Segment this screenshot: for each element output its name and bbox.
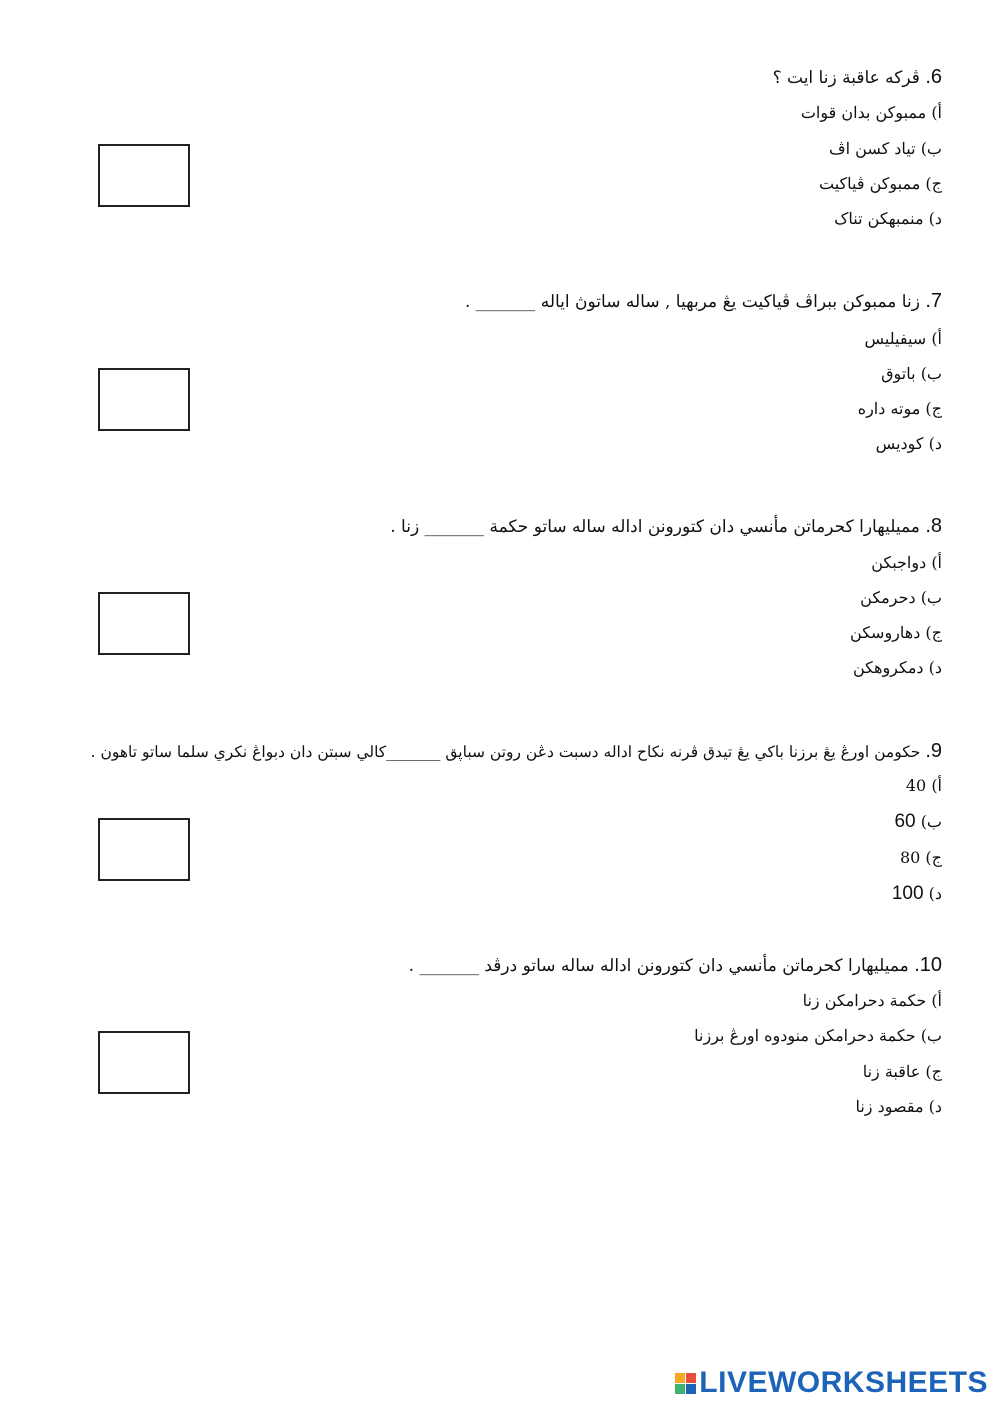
question-prompt: زنا ممبوکن ببراڤ ڤياکيت يڠ مربهيا , ساله ساتوڽ اياله _______ . xyxy=(465,292,920,312)
option-a xyxy=(865,328,942,350)
option-c xyxy=(850,622,942,644)
option-text: تياد کسن اڤ xyxy=(829,139,916,158)
option-text: منمبهکن تناک xyxy=(834,209,924,228)
option-text: ممبوکن ڤياکيت xyxy=(819,174,921,193)
question-number: 10 xyxy=(919,954,942,976)
option-letter: ب) xyxy=(920,1026,942,1045)
option-letter: أ) xyxy=(931,329,942,348)
question-text xyxy=(773,66,942,89)
option-text: دحرمکن xyxy=(860,588,916,607)
option-text: 100 xyxy=(891,883,924,904)
option-d xyxy=(876,433,942,455)
option-letter: د) xyxy=(928,434,942,453)
question-prompt: مميليهارا کحرماتن مأنسي دان کتورونن اداله ساله ساتو حکمة _______ زنا . xyxy=(390,517,920,537)
question-number-dot: . xyxy=(925,740,931,762)
option-letter: أ) xyxy=(931,776,942,795)
option-text: سيفيليس xyxy=(864,329,927,348)
answer-box-9[interactable] xyxy=(98,818,190,881)
option-d xyxy=(855,1096,942,1118)
option-c xyxy=(900,847,942,869)
question-prompt: مميليهارا کحرماتن مأنسي دان کتورونن اداله ساله ساتو درڤد _______ . xyxy=(408,956,909,976)
option-text: عاقبة زنا xyxy=(862,1062,921,1081)
option-letter: ج) xyxy=(925,399,942,418)
option-c xyxy=(863,1061,942,1083)
answer-box-7[interactable] xyxy=(98,368,190,431)
option-letter: ج) xyxy=(925,848,942,867)
option-text: دواجبکن xyxy=(871,553,927,572)
option-letter: ب) xyxy=(920,812,942,831)
option-d xyxy=(892,883,942,905)
option-d xyxy=(853,657,942,679)
option-text: 80 xyxy=(899,848,921,867)
option-text: حکمة دحرامکن زنا xyxy=(802,991,927,1010)
option-letter: د) xyxy=(928,658,942,677)
option-text: 40 xyxy=(905,776,927,795)
option-a xyxy=(801,102,942,124)
question-prompt: حکومن اورڠ يڠ برزنا باکي يڠ تيدق ڤرنه نکاح اداله دسبت دڠن روتن سباڽق _______کالي سبتن دان دبواڠ نکري سلما ساتو تاهون . xyxy=(90,743,921,761)
answer-box-6[interactable] xyxy=(98,144,190,207)
option-text: کوديس xyxy=(875,434,924,453)
option-text: موته داره xyxy=(857,399,921,418)
option-letter: ب) xyxy=(920,364,942,383)
question-number-dot: . xyxy=(925,290,931,312)
question-number: 6 xyxy=(930,66,942,88)
option-text: دهاروسکن xyxy=(850,623,921,642)
option-letter: ج) xyxy=(925,174,942,193)
option-text: ممبوکن بدان قوات xyxy=(800,103,927,122)
answer-box-10[interactable] xyxy=(98,1031,190,1094)
question-text xyxy=(91,740,942,763)
question-number: 7 xyxy=(930,290,942,312)
option-a xyxy=(906,775,942,797)
option-b xyxy=(894,811,942,833)
question-number-dot: . xyxy=(925,66,931,88)
question-number-dot: . xyxy=(914,954,920,976)
question-text xyxy=(465,290,942,313)
option-c xyxy=(858,398,942,420)
option-letter: د) xyxy=(928,209,942,228)
answer-box-8[interactable] xyxy=(98,592,190,655)
option-d xyxy=(834,208,942,230)
option-text: مقصود زنا xyxy=(855,1097,924,1116)
option-text: حکمة دحرامکن منودوه اورڠ برزنا xyxy=(694,1026,916,1045)
option-letter: أ) xyxy=(931,991,942,1010)
option-c xyxy=(819,173,942,195)
option-letter: د) xyxy=(928,1097,942,1116)
brand-name: LIVEWORKSHEETS xyxy=(699,1366,988,1399)
option-a xyxy=(803,990,942,1012)
question-prompt: ڤرکه عاقبة زنا ايت ؟ xyxy=(772,68,920,88)
question-number: 9 xyxy=(930,740,942,762)
option-letter: ب) xyxy=(920,588,942,607)
option-letter: ب) xyxy=(920,139,942,158)
option-b xyxy=(881,363,942,385)
logo-blocks-icon xyxy=(675,1373,696,1394)
option-b xyxy=(860,587,942,609)
question-text xyxy=(409,954,942,977)
question-text xyxy=(390,515,942,538)
option-text: باتوق xyxy=(881,364,916,383)
option-a xyxy=(871,552,942,574)
option-text: 60 xyxy=(894,811,916,832)
liveworksheets-logo xyxy=(675,1366,988,1400)
question-number-dot: . xyxy=(925,515,931,537)
option-letter: ج) xyxy=(925,623,942,642)
option-b xyxy=(694,1025,942,1047)
option-b xyxy=(829,138,942,160)
option-letter: د) xyxy=(928,884,942,903)
option-text: دمکروهکن xyxy=(852,658,924,677)
option-letter: أ) xyxy=(931,553,942,572)
question-number: 8 xyxy=(930,515,942,537)
option-letter: أ) xyxy=(931,103,942,122)
option-letter: ج) xyxy=(925,1062,942,1081)
